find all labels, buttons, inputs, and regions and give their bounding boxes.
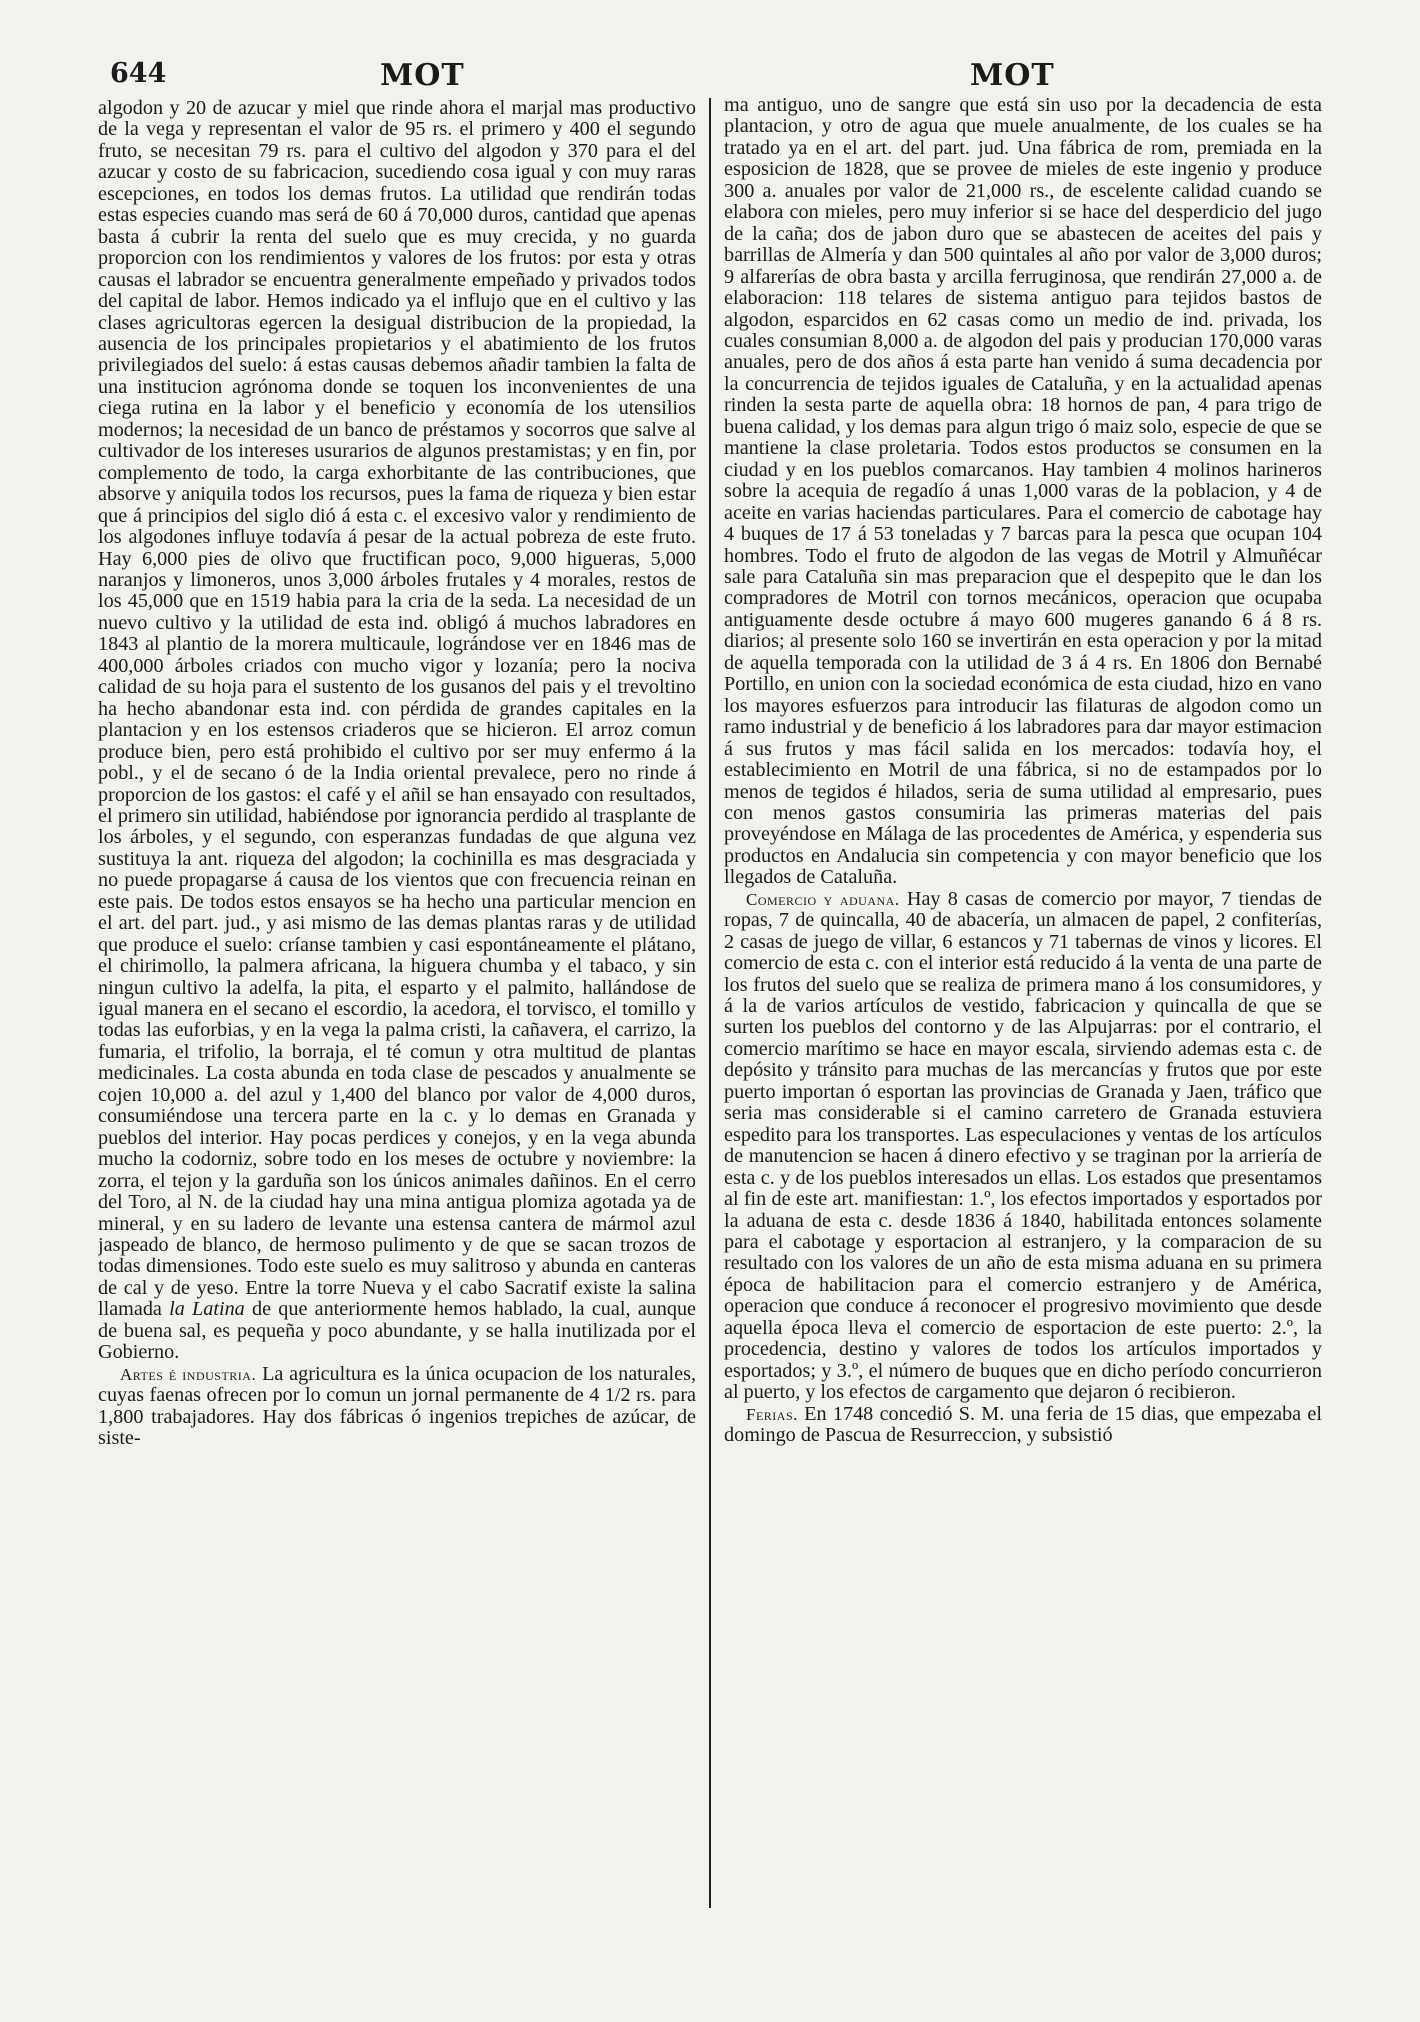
ferias-heading: Ferias. bbox=[746, 1404, 798, 1424]
artes-text: La agricultura es la única ocupacion de los naturales, cuyas faenas ofrecen por lo comun un jornal permanente de 4 1/2 rs. para 1,800 trabajadores. Hay dos fábricas ó ingenios trepiches de azúcar, de siste- bbox=[98, 1362, 696, 1450]
left-paragraph-text: algodon y 20 de azucar y miel que rinde ahora el marjal mas productivo de la vega y representan el valor de 95 rs. el primero y 400 el segundo fruto, se necesitan 79 rs. para el cultivo del algodon y 370 para el del azucar y costo de su fabricacion, sucediendo cosa igual y con muy raras escepciones, en todos los demas frutos. La utilidad que rendirán todas estas especies cuando mas será de 60 á 70,000 duros, cantidad que apenas basta á cubrir la renta del suelo que es muy crecida, y no guarda proporcion con los rendimientos y valores de los frutos: por esta y otras causas el labrador se encuentra generalmente empeñado y privados todos del capital de labor. Hemos indicado ya el influjo que en el cultivo y las clases agricultoras egercen la desigual distribucion de la propiedad, la ausencia de los principales propietarios y el abatimiento de los frutos privilegiados del suelo: á estas causas debemos añadir tambien la falta de una institucion agrónoma donde se toquen los inconvenientes de una ciega rutina en la labor y el beneficio y economía de los utensilios modernos; la necesidad de un banco de préstamos y socorros que salve al cultivador de los intereses usurarios de algunos prestamistas; y en fin, por complemento de todo, la carga exhorbitante de las contribuciones, que absorve y aniquila todos los recursos, pues la fama de riqueza y bien estar que á principios del siglo dió á esta c. el excesivo valor y rendimiento de los algodones influye todavía á pesar de la actual pobreza de este fruto. Hay 6,000 pies de olivo que fructifican poco, 9,000 higueras, 5,000 naranjos y limoneros, unos 3,000 árboles frutales y 4 morales, restos de los 45,000 que en 1519 habia para la cria de la seda. La necesidad de un nuevo cultivo y la utilidad de esta ind. obligó á muchos labradores en 1843 al plantio de la morera multicaule, lográndose ver en 1846 mas de 400,000 árboles criados con mucho vigor y lozanía; pero la nociva calidad de su hoja para el sustento de los gusanos del pais y el trevoltino ha hecho abandonar esta ind. con pérdida de grandes capitales en la plantacion y en los estensos criaderos que se hicieron. El arroz comun produce bien, pero está prohibido el cultivo por ser muy enfermo á la pobl., y el de secano ó de la India oriental prevalece, pero no rinde á proporcion de los gastos: el café y el añil se han ensayado con resultados, el primero sin utilidad, habiéndose por ignorancia perdido al trasplante de los árboles, y el segundo, con esperanzas fundadas de que alguna vez sustituya la ant. riqueza del algodon; la cochinilla es mas desgraciada y no puede propagarse á causa de los vientos que con frecuencia reinan en este pais. De todos estos ensayos se ha hecho una particular mencion en el art. del part. jud., y asi mismo de las demas plantas raras y de utilidad que produce el suelo: críanse tambien y casi espontáneamente el plátano, el chirimollo, la palmera africana, la higuera chumba y el tabaco, y sin ningun cultivo la adelfa, la pita, el esparto y el palmito, hallándose de igual manera en el secano el escordio, la acedora, el torvisco, el tomillo y todas las euforbias, y en la vega la palma cristi, la cañavera, el carrizo, la fumaria, el trifolio, la borraja, el té comun y otra multitud de plantas medicinales. La costa abunda en toda clase de pescados y anualmente se cojen 10,000 a. del azul y 1,400 del blanco por valor de 4,000 duros, consumiéndose una tercera parte en la c. y lo demas en Granada y pueblos del interior. Hay pocas perdices y conejos, y en la vega abunda mucho la codorniz, sobre todo en los meses de octubre y noviembre: la zorra, el tejon y la garduña son los únicos animales dañinos. En el cerro del Toro, al N. de la ciudad hay una mina antigua plomiza agotada ya de mineral, y en su ladero de levante una estensa cantera de mármol azul jaspeado de blanco, de hermoso pulimento y de que se sacan trozos de todas dimensiones. Todo este suelo es muy salitroso y abunda en canteras de cal y de yeso. Entre la torre Nueva y el cabo Sacratif existe la salina llamada bbox=[98, 98, 696, 1321]
left-paragraph-tail: de que anteriormente hemos hablado, la cual, aunque de buena sal, es pequeña y poco abundante, y se halla inutilizada por el Gobierno. bbox=[98, 1298, 696, 1364]
ferias-section bbox=[724, 1404, 1322, 1447]
right-paragraph-text: ma antiguo, uno de sangre que está sin uso por la decadencia de esta plantacion, y otro de agua que muele anualmente, de los cuales se ha tratado ya en el art. del part. jud. Una fábrica de rom, premiada en la esposicion de 1828, que se provee de mieles de este ingenio y produce 300 a. anuales por valor de 21,000 rs., de escelente calidad cuando se elabora con mieles, pero muy inferior si se hace del desperdicio del jugo de la caña; dos de jabon duro que se abastecen de aceites del pais y barrillas de Almería y dan 500 quintales al año por valor de 3,000 duros; 9 alfarerías de obra basta y arcilla ferruginosa, que rendirán 27,000 a. de elaboracion: 118 telares de sistema antiguo para tejidos bastos de algodon, esparcidos en 62 casas como un medio de ind. privada, los cuales consumian 8,000 a. de algodon del pais y producian 170,000 varas anuales, pero de dos años á esta parte han venido á suma decadencia por la concurrencia de tejidos iguales de Cataluña, y en la actualidad apenas rinden la sesta parte de aquella obra: 18 hornos de pan, 4 para trigo de buena calidad, y los demas para algun trigo ó maiz solo, especie de que se mantiene la clase proletaria. Todos estos productos se consumen en la ciudad y en los pueblos comarcanos. Hay tambien 4 molinos harineros sobre la acequia de regadío á unas 1,000 varas de la poblacion, y 4 de aceite en varias haciendas particulares. Para el comercio de cabotage hay 4 buques de 17 á 53 toneladas y 7 barcas para la pesca que ocupan 104 hombres. Todo el fruto de algodon de las vegas de Motril y Almuñécar sale para Cataluña sin mas preparacion que el despepito que le dan los compradores de Motril con tornos mecánicos, operacion que ocupaba antiguamente desde octubre á mayo 600 mugeres ganando 6 á 8 rs. diarios; al presente solo 160 se invertirán en esta operacion y por la mitad de aquella temporada con la utilidad de 3 á 4 rs. En 1806 don Bernabé Portillo, en union con la sociedad económica de esta ciudad, hizo en vano los mayores esfuerzos para introducir las filaturas de algodon como un ramo industrial y de beneficio á los labradores para dar mayor estimacion á sus frutos y mas fácil salida en los mercados: todavía hoy, el establecimiento en Motril de una fábrica, si no de estampados por lo menos de tegidos é hilados, seria de suma utilidad al empresario, pues con menos gastos consumiria las primeras materias del pais proveyéndose en Málaga de las procedentes de América, y espenderia sus productos en Andalucia sin competencia y con mayor beneficio que los llegados de Cataluña. bbox=[724, 95, 1322, 889]
page-number: 644 bbox=[110, 58, 167, 89]
artes-heading: Artes é industria. bbox=[120, 1364, 257, 1384]
right-paragraph-industria bbox=[724, 95, 1322, 889]
artes-section bbox=[98, 1364, 696, 1450]
comercio-section bbox=[724, 889, 1322, 1404]
running-head-left: MOT bbox=[380, 58, 465, 93]
column-divider bbox=[709, 98, 711, 1908]
right-column bbox=[724, 95, 1322, 1995]
left-column bbox=[98, 98, 696, 1998]
running-head-right: MOT bbox=[970, 58, 1055, 93]
ferias-text: En 1748 concedió S. M. una feria de 15 dias, que empezaba el domingo de Pascua de Resurreccion, y subsistió bbox=[724, 1402, 1322, 1447]
comercio-text: Hay 8 casas de comercio por mayor, 7 tiendas de ropas, 7 de quincalla, 40 de abacería, un almacen de papel, 2 confiterías, 2 casas de juego de villar, 6 estancos y 71 tabernas de vinos y licores. El comercio de esta c. con el interior está reducido á la venta de una parte de los frutos del suelo que se realiza de primera mano á los consumidores, y á la de varios artículos de vestido, fabricacion y quincalla de que se surten los pueblos del contorno y de las Alpujarras: por el contrario, el comercio marítimo se hace en mayor escala, sirviendo ademas esta c. de depósito y tránsito para muchas de las mercancías y frutos que por este puerto importan ó esportan las provincias de Granada y Jaen, tráfico que seria mas considerable si el camino carretero de Granada estuviera espedito para los transportes. Las especulaciones y ventas de los artículos de manutencion se hacen á dinero efectivo y se traginan por la arriería de esta c. y de los pueblos interesados un ellas. Los estados que presentamos al fin de este art. manifiestan: 1.º, los efectos importados y esportados por la aduana de esta c. desde 1836 á 1840, habilitada entonces solamente para el cabotage y esportacion al estranjero, y la comparacion de su resultado con los valores de un año de esta misma aduana en su primera época de habilitacion para el comercio estranjero y de América, operacion que conduce á reconocer el progresivo movimiento que desde aquella época lleva el comercio de esportacion de este puerto: 2.º, la procedencia, destino y valores de todos los artículos importados y esportados; y 3.º, el número de buques que en dicho período concurrieron al puerto, y los efectos de cargamento que dejaron ó recibieron. bbox=[724, 887, 1322, 1404]
comercio-heading: Comercio y aduana. bbox=[746, 889, 900, 909]
left-paragraph-agricultura bbox=[98, 98, 696, 1364]
page-header bbox=[0, 58, 1420, 98]
la-latina-name: la Latina bbox=[169, 1298, 245, 1321]
